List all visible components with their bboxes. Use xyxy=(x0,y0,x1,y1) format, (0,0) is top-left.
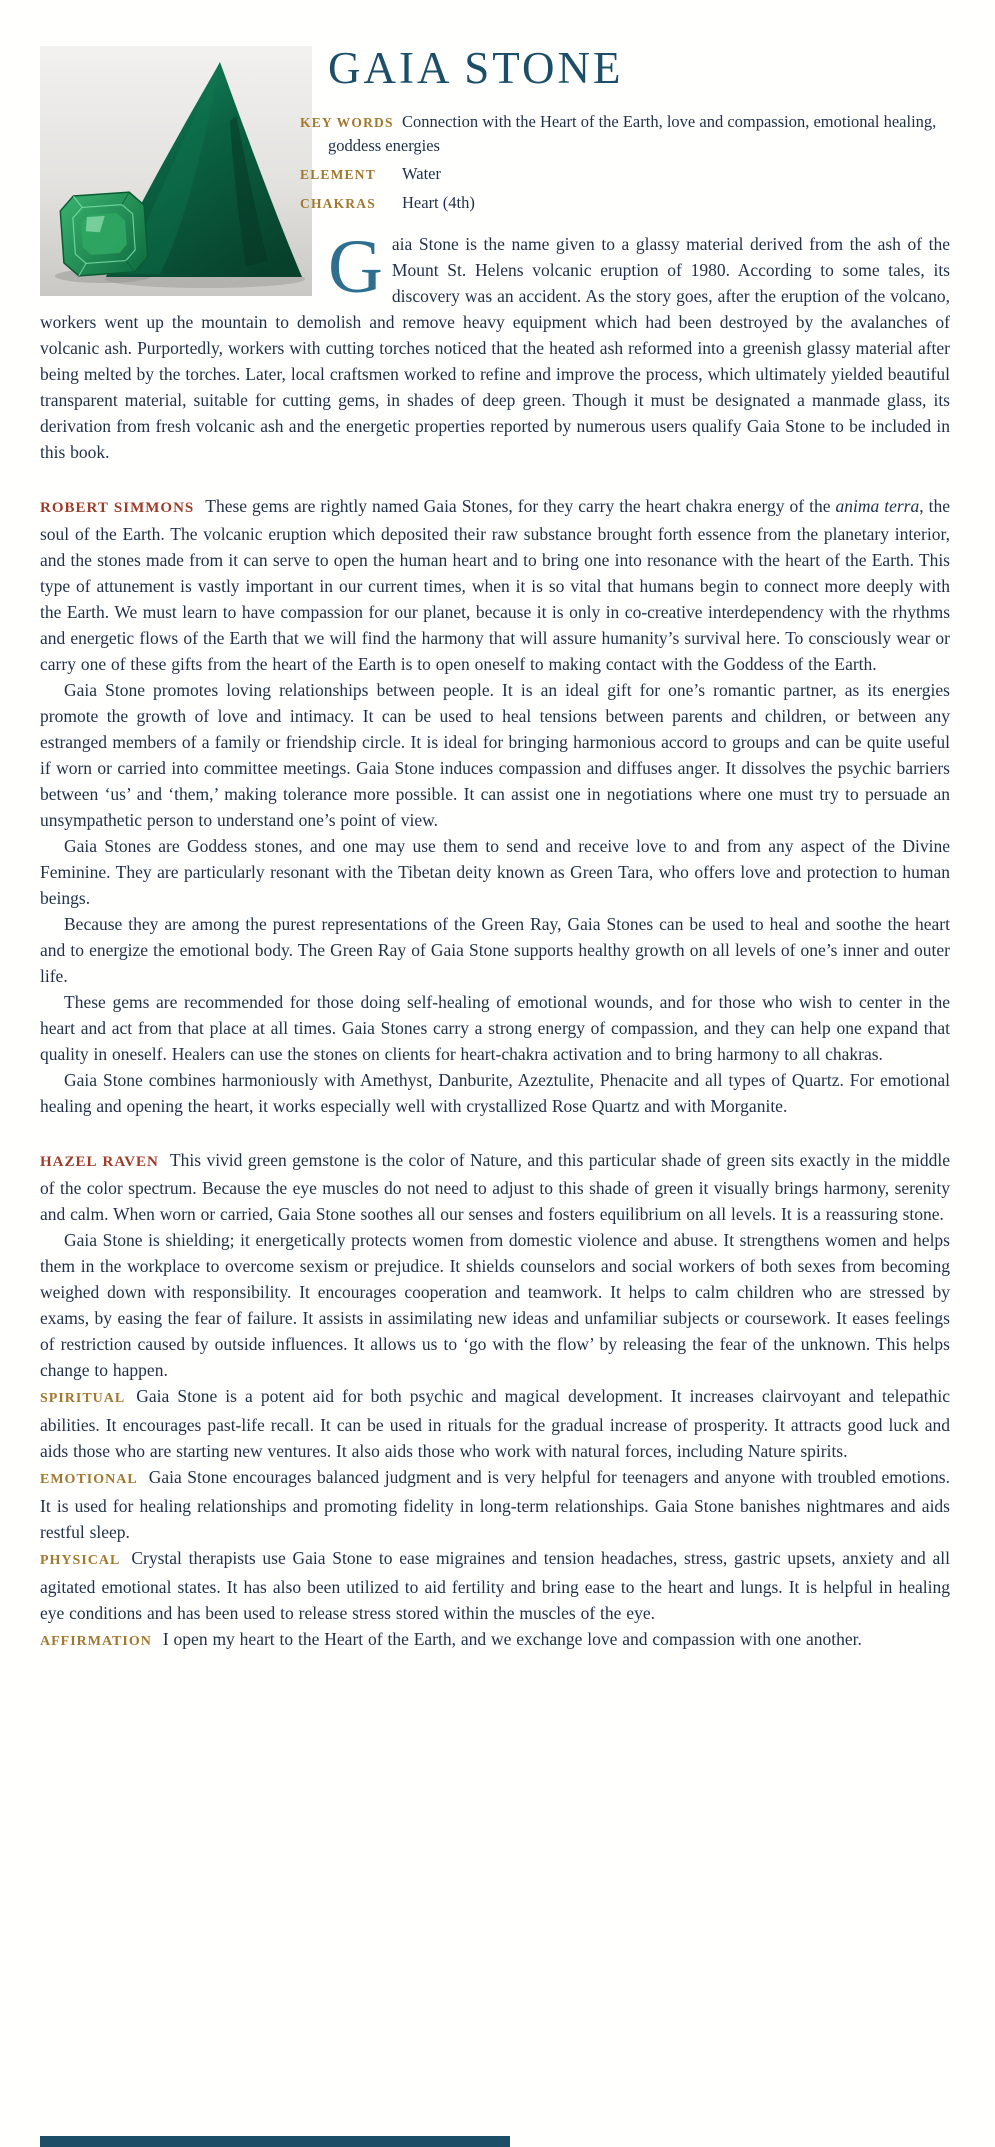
gaia-stone-photo xyxy=(40,46,312,296)
emotional-paragraph xyxy=(40,1464,950,1545)
chakras-value: Heart (4th) xyxy=(402,192,475,212)
author-heading-simmons: ROBERT SIMMONS xyxy=(40,499,195,516)
physical-label: PHYSICAL xyxy=(40,1552,121,1568)
robert-simmons-section xyxy=(40,493,950,1119)
key-words-value: Connection with the Heart of the Earth, love and compassion, emotional healing, goddess energies xyxy=(328,111,937,155)
paragraph-text: These gems are rightly named Gaia Stones, for they carry the heart chakra energy of the xyxy=(205,495,836,516)
paragraph-text: Gaia Stone encourages balanced judgment and is very helpful for teenagers and anyone with troubled emotions. It is used for healing relationships and promoting fidelity in long-term relationships. Gaia Stone banishes nightmares and aids restful sleep. xyxy=(40,1466,950,1542)
hazel-raven-section xyxy=(40,1147,950,1655)
paragraph-text: , the soul of the Earth. The volcanic eruption which deposited their raw substance brought forth essence from the planetary interior, and the stones made from it can serve to open the human heart and to bring one into resonance with the heart of the Earth. This type of attunement is vastly important in our current times, when it is so vital that humans begin to connect more deeply with the Earth. We must learn to have compassion for our planet, because it is only in co-creative interdependency with the rhythms and energetic flows of the Earth that we will find the harmony that will assure humanity’s survival here. To consciously wear or carry one of these gifts from the heart of the Earth is to open oneself to making contact with the Goddess of the Earth. xyxy=(40,495,951,674)
element-value: Water xyxy=(402,163,441,183)
emotional-label: EMOTIONAL xyxy=(40,1471,138,1487)
chakras-label: CHAKRAS xyxy=(300,195,376,211)
key-words-label: KEY WORDS xyxy=(300,114,394,130)
paragraph: Because they are among the purest representations of the Green Ray, Gaia Stones can be used to heal and soothe the heart and to energize the emotional body. The Green Ray of Gaia Stone supports healthy growth on all levels of one’s inner and outer life. xyxy=(40,913,950,986)
affirmation-label: AFFIRMATION xyxy=(40,1633,152,1649)
emerald-cut-gem xyxy=(59,191,148,277)
element-label: ELEMENT xyxy=(300,166,376,182)
paragraph-text: I open my heart to the Heart of the Earth, and we exchange love and compassion with one another. xyxy=(162,1628,862,1649)
paragraph: Gaia Stone is shielding; it energetically protects women from domestic violence and abuse. It strengthens women and helps them in the workplace to overcome sexism or prejudice. It shields counselors and social workers of both sexes from becoming weighed down with responsibility. It encourages cooperation and teamwork. It helps to calm children who are stressed by exams, by easing the fear of failure. It assists in assimilating new ideas and unfamiliar subjects or coursework. It eases feelings of restriction caused by outside influences. It allows us to ‘go with the flow’ by releasing the fear of the unknown. This helps change to happen. xyxy=(40,1229,950,1380)
paragraph: Gaia Stone combines harmoniously with Amethyst, Danburite, Azeztulite, Phenacite and all types of Quartz. For emotional healing and opening the heart, it works especially well with crystallized Rose Quartz and with Morganite. xyxy=(40,1069,950,1116)
intro-text: aia Stone is the name given to a glassy material derived from the ash of the Mount St. Helens volcanic eruption of 1980. According to some tales, its discovery was an accident. As the story goes, after the eruption of the volcano, workers went up the mountain to demolish and remove heavy equipment which had been destroyed by the avalanches of volcanic ash. Purportedly, workers with cutting torches noticed that the heated ash reformed into a greenish glassy material after being melted by the torches. Later, local craftsmen worked to refine and improve the process, which ultimately yielded beautiful transparent material, suitable for cutting gems, in shades of deep green. Though it must be designated a manmade glass, its derivation from fresh volcanic ash and the energetic properties reported by numerous users qualify Gaia Stone to be included in this book. xyxy=(40,233,950,462)
paragraph xyxy=(40,493,950,677)
spiritual-label: SPIRITUAL xyxy=(40,1390,126,1406)
affirmation-paragraph xyxy=(40,1626,950,1655)
page-title: GAIA STONE xyxy=(328,43,624,93)
footer-bar xyxy=(40,2136,510,2147)
paragraph: Gaia Stone promotes loving relationships between people. It is an ideal gift for one’s romantic partner, as its energies promote the growth of love and intimacy. It can be used to heal tensions between parents and children, or between any estranged members of a family or friendship circle. It is ideal for bringing harmonious accord to groups and can be quite useful if worn or carried into committee meetings. Gaia Stone induces compassion and diffuses anger. It dissolves the psychic barriers between ‘us’ and ‘them,’ making tolerance more possible. It can assist one in negotiations where one must try to persuade an unsympathetic person to understand one’s point of view. xyxy=(40,679,950,830)
paragraph: These gems are recommended for those doing self-healing of emotional wounds, and for those who wish to center in the heart and act from that place at all times. Gaia Stones carry a strong energy of compassion, and they can help one expand that quality in oneself. Healers can use the stones on clients for heart-chakra activation and to bring harmony to all chakras. xyxy=(40,991,950,1064)
paragraph-text: Crystal therapists use Gaia Stone to ease migraines and tension headaches, stress, gastric upsets, anxiety and all agitated emotional states. It has also been utilized to aid fertility and bring ease to the heart and lungs. It is helpful in healing eye conditions and has been used to release stress stored within the muscles of the eye. xyxy=(40,1547,950,1623)
paragraph-text: Gaia Stone is a potent aid for both psychic and magical development. It increases clairvoyant and telepathic abilities. It encourages past-life recall. It can be used in rituals for the gradual increase of prosperity. It attracts good luck and aids those who are starting new ventures. It also aids those who work with natural forces, including Nature spirits. xyxy=(40,1385,950,1461)
paragraph xyxy=(40,1147,950,1227)
physical-paragraph xyxy=(40,1545,950,1626)
spiritual-paragraph xyxy=(40,1383,950,1464)
gem-photo-illustration xyxy=(40,46,312,296)
paragraph: Gaia Stones are Goddess stones, and one may use them to send and receive love to and from any aspect of the Divine Feminine. They are particularly resonant with the Tibetan deity known as Green Tara, who offers love and protection to human beings. xyxy=(40,835,950,908)
author-heading-raven: HAZEL RAVEN xyxy=(40,1153,159,1170)
drop-cap: G xyxy=(328,224,383,309)
paragraph-text: This vivid green gemstone is the color of Nature, and this particular shade of green sits exactly in the middle of the color spectrum. Because the eye muscles do not need to adjust to this shade of green it visually brings harmony, serenity and calm. When worn or carried, Gaia Stone soothes all our senses and fosters equilibrium on all levels. It is a reassuring stone. xyxy=(40,1149,951,1224)
italic-term: anima terra xyxy=(835,495,920,516)
